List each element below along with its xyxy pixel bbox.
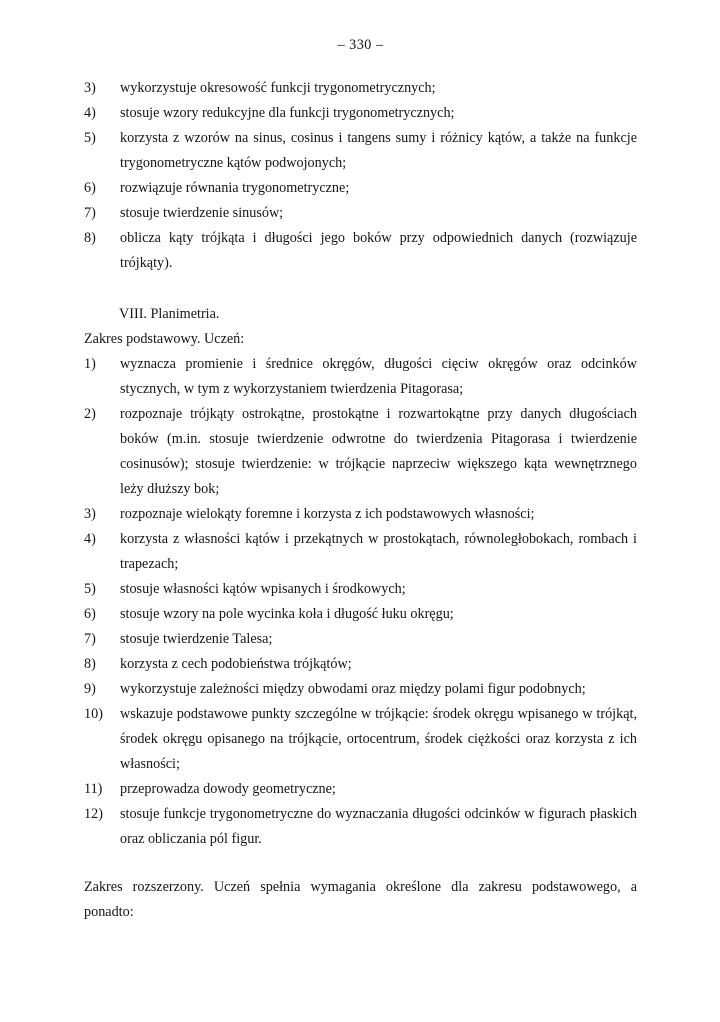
list-item-number: 6) bbox=[84, 180, 96, 196]
list-item bbox=[84, 627, 637, 652]
list-item bbox=[84, 76, 637, 101]
list-item bbox=[84, 402, 637, 502]
list-item-text: korzysta z własności kątów i przekątnych w prostokątach, równoległobokach, rombach i trapezach; bbox=[120, 531, 637, 572]
list-item-text: przeprowadza dowody geometryczne; bbox=[120, 781, 336, 797]
list-item-number: 8) bbox=[84, 656, 96, 672]
list-item bbox=[84, 802, 637, 852]
list-item-text: korzysta z cech podobieństwa trójkątów; bbox=[120, 656, 352, 672]
list-item-number: 8) bbox=[84, 230, 96, 246]
list-item bbox=[84, 101, 637, 126]
list-item bbox=[84, 527, 637, 577]
list-item-number: 6) bbox=[84, 606, 96, 622]
list-item-number: 12) bbox=[84, 806, 103, 822]
list-item-number: 7) bbox=[84, 631, 96, 647]
page-number: – 330 – bbox=[337, 37, 384, 53]
list-item bbox=[84, 602, 637, 627]
list-item-text: korzysta z wzorów na sinus, cosinus i tangens sumy i różnicy kątów, a także na funkcje trygonometryczne kątów podwojonych; bbox=[120, 130, 637, 171]
list-item-text: stosuje twierdzenie sinusów; bbox=[120, 205, 284, 221]
list-item-text: rozwiązuje równania trygonometryczne; bbox=[120, 180, 350, 196]
list-item-text: stosuje funkcje trygonometryczne do wyznaczania długości odcinków w figurach płaskich oraz obliczania pól figur. bbox=[120, 806, 637, 847]
list-item-text: wykorzystuje zależności między obwodami oraz między polami figur podobnych; bbox=[120, 681, 586, 697]
list-item-number: 3) bbox=[84, 506, 96, 522]
scope-basic-intro: Zakres podstawowy. Uczeń: bbox=[84, 331, 245, 347]
list-item bbox=[84, 702, 637, 777]
list-item-number: 9) bbox=[84, 681, 96, 697]
list-item bbox=[84, 352, 637, 402]
list-item bbox=[84, 176, 637, 201]
list-item bbox=[84, 777, 637, 802]
list-item bbox=[84, 502, 637, 527]
list-item bbox=[84, 577, 637, 602]
list-item bbox=[84, 226, 637, 276]
trigonometry-requirements-list bbox=[84, 76, 637, 276]
list-item-text: rozpoznaje trójkąty ostrokątne, prostokątne i rozwartokątne przy danych długościach boków (m.in. stosuje twierdzenie odwrotne do twierdzenia Pitagorasa i twierdzenie cosinusów); stosuje twierdzenie: w trójkącie naprzeciw większego kąta wewnętrznego leży dłuższy bok; bbox=[120, 406, 637, 497]
scope-extended-line2: ponadto: bbox=[84, 904, 134, 920]
list-item bbox=[84, 652, 637, 677]
list-item-number: 4) bbox=[84, 531, 96, 547]
planimetry-requirements-list bbox=[84, 352, 637, 852]
list-item-text: stosuje wzory na pole wycinka koła i długość łuku okręgu; bbox=[120, 606, 454, 622]
list-item-number: 1) bbox=[84, 356, 96, 372]
list-item-number: 7) bbox=[84, 205, 96, 221]
page-content bbox=[84, 0, 637, 925]
list-item bbox=[84, 677, 637, 702]
section-heading-planimetria: VIII. Planimetria. bbox=[119, 306, 220, 322]
list-item-number: 2) bbox=[84, 406, 96, 422]
list-item-text: stosuje twierdzenie Talesa; bbox=[120, 631, 273, 647]
list-item-number: 4) bbox=[84, 105, 96, 121]
list-item-text: wyznacza promienie i średnice okręgów, długości cięciw okręgów oraz odcinków stycznych, w tym z wykorzystaniem twierdzenia Pitagorasa; bbox=[120, 356, 637, 397]
list-item-text: wykorzystuje okresowość funkcji trygonometrycznych; bbox=[120, 80, 436, 96]
scope-extended-paragraph bbox=[84, 875, 637, 925]
list-item-text: wskazuje podstawowe punkty szczególne w trójkącie: środek okręgu wpisanego w trójkąt, środek okręgu opisanego na trójkącie, ortocentrum, środek ciężkości oraz korzysta z ich własności; bbox=[120, 706, 637, 772]
list-item-number: 10) bbox=[84, 706, 103, 722]
list-item bbox=[84, 201, 637, 226]
list-item-number: 11) bbox=[84, 781, 103, 797]
list-item bbox=[84, 126, 637, 176]
list-item-number: 5) bbox=[84, 130, 96, 146]
list-item-number: 5) bbox=[84, 581, 96, 597]
list-item-number: 3) bbox=[84, 80, 96, 96]
list-item-text: oblicza kąty trójkąta i długości jego boków przy odpowiednich danych (rozwiązuje trójkąty). bbox=[120, 230, 637, 271]
scope-extended-line1: Zakres rozszerzony. Uczeń spełnia wymagania określone dla zakresu podstawowego, a bbox=[84, 879, 637, 895]
list-item-text: stosuje własności kątów wpisanych i środkowych; bbox=[120, 581, 406, 597]
list-item-text: rozpoznaje wielokąty foremne i korzysta z ich podstawowych własności; bbox=[120, 506, 535, 522]
list-item-text: stosuje wzory redukcyjne dla funkcji trygonometrycznych; bbox=[120, 105, 455, 121]
